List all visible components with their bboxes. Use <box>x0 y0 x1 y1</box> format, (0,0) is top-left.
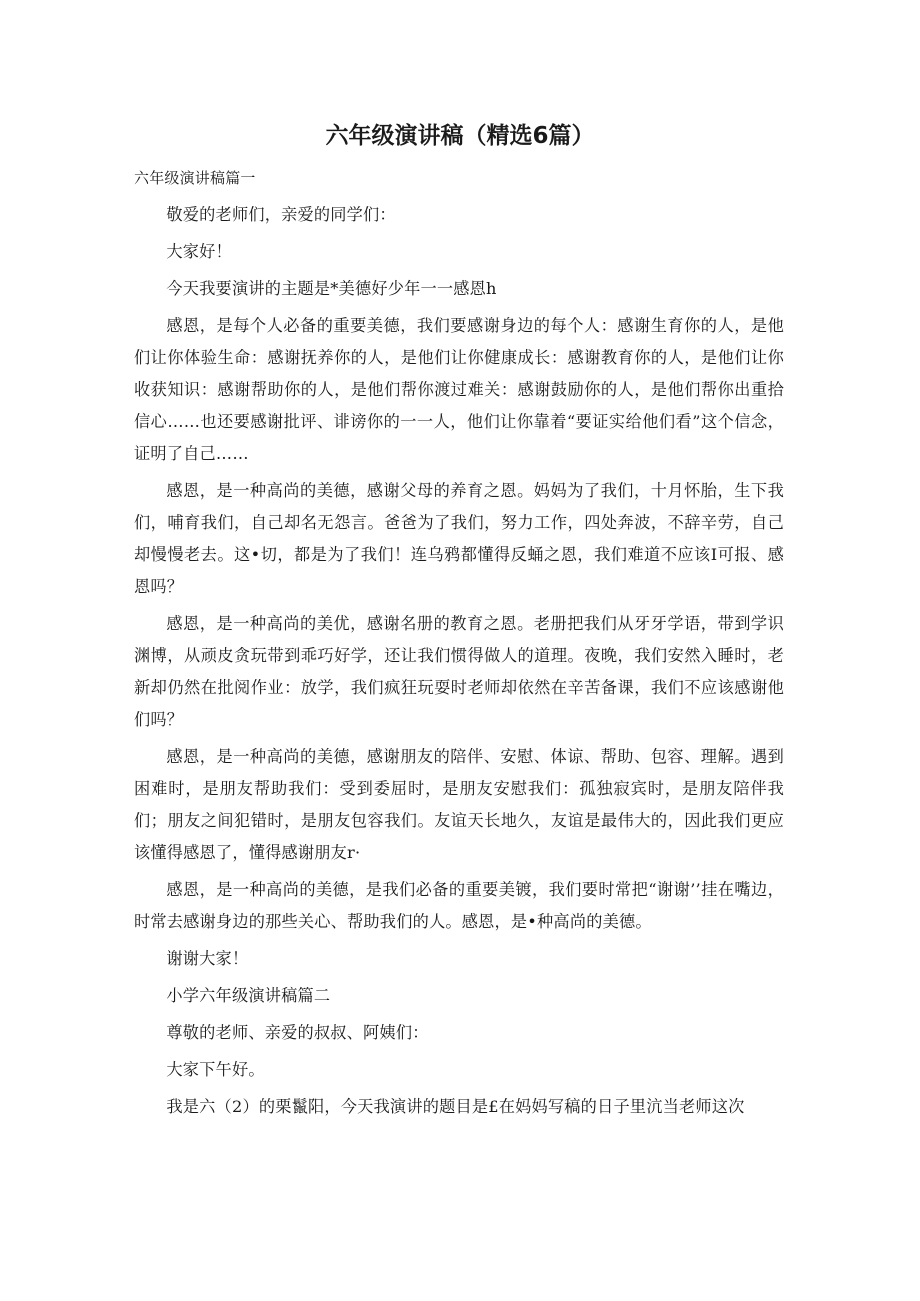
paragraph: 敬爱的老师们，亲爱的同学们： <box>166 205 396 224</box>
paragraph: 谢谢大家！ <box>166 949 249 968</box>
paragraph: 感恩，是一种高尚的美德，是我们必备的重要美镀，我们要时常把“谢谢’’挂在嘴边，时常去感谢身边的那些关心、帮助我们的人。感恩，是•种高尚的美德。 <box>134 880 784 931</box>
paragraph: 大家好！ <box>166 242 232 261</box>
paragraph: 感恩，是一种高尚的美优，感谢名册的教育之恩。老册把我们从牙牙学语，带到学识渊博，从顽皮贪玩带到乖巧好学，还让我们惯得做人的道理。夜晚，我们安然入睡时，老新却仍然在批阅作业：放学，我们疯狂玩耍时老师却依然在辛苦备课，我们不应该感谢他们吗？ <box>134 614 784 729</box>
section-heading: 小学六年级演讲稿篇二 <box>166 986 331 1005</box>
section-heading: 六年级演讲稿篇一 <box>134 169 256 187</box>
paragraph: 我是六（2）的栗鬣阳，今天我演讲的题目是£在妈妈写稿的日子里沆当老师这次 <box>166 1097 745 1116</box>
document-body <box>134 162 784 1128</box>
paragraph: 尊敬的老师、亲爱的叔叔、阿姨们： <box>166 1023 429 1042</box>
paragraph: 感恩，是一种高尚的美德，感谢父母的养育之恩。妈妈为了我们，十月怀胎，生下我们，哺育我们，自己却名无怨言。爸爸为了我们，努力工作，四处奔波，不辞辛劳，自己却慢慢老去。这•切，都是为了我们！连乌鸦都懂得反蛹之恩，我们难道不应该I可报、感恩吗？ <box>134 481 784 596</box>
paragraph: 感恩，是每个人必备的重要美德，我们要感谢身边的每个人：感谢生育你的人，是他们让你体验生命：感谢抚养你的人，是他们让你健康成长：感谢教育你的人，是他们让你收获知识：感谢帮助你的人，是他们帮你渡过难关：感谢鼓励你的人，是他们帮你出重拾信心……也还要感谢批评、诽谤你的一一人，他们让你靠着“要证实给他们看”这个信念，证明了自己…… <box>134 316 784 463</box>
document-title: 六年级演讲稿（精选6篇） <box>325 123 595 149</box>
paragraph: 今天我要演讲的主题是*美德好少年一一感恩h <box>166 279 497 298</box>
paragraph: 感恩，是一种高尚的美德，感谢朋友的陪伴、安慰、体谅、帮助、包容、理解。遇到困难时，是朋友帮助我们：受到委屈时，是朋友安慰我们：孤独寂宾时，是朋友陪伴我们；朋友之间犯错时，是朋友包容我们。友谊天长地久，友谊是最伟大的，因此我们更应该懂得感恩了，懂得感谢朋友r· <box>134 747 784 862</box>
paragraph: 大家下午好。 <box>166 1060 265 1079</box>
